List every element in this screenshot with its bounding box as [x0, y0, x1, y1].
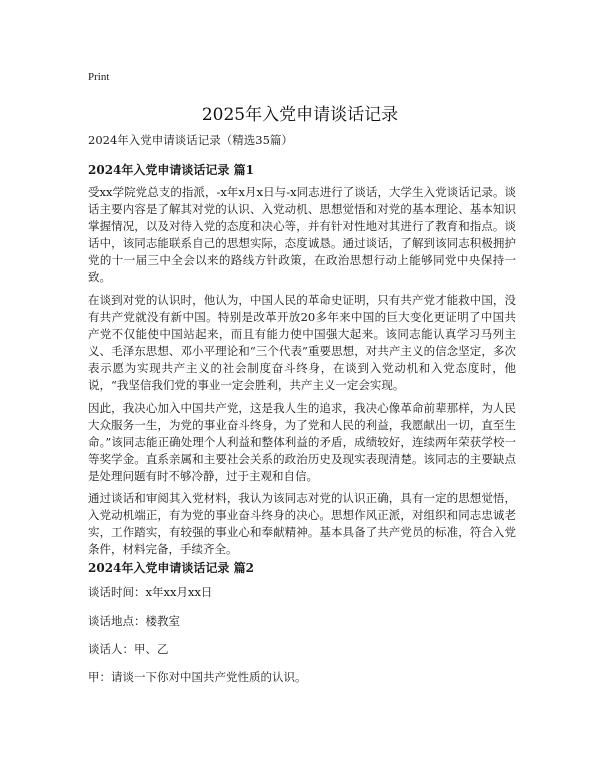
document-subtitle: 2024年入党申请谈话记录（精选35篇）: [88, 133, 293, 147]
paragraph-2: 在谈到对党的认识时，他认为，中国人民的革命史证明，只有共产党才能救中国，没有共产党就没有新中国。特别是改革开放20多年来中国的巨大变化更证明了中国共产党不仅能使中国站起来，而且有能力使中国强大起来。该同志能认真学习马列主义、毛泽东思想、邓小平理论和“三个代表”重要思想，对共产主义的信念坚定，多次表示愿为实现共产主义的社会制度奋斗终身，在谈到入党动机和入党态度时，他说，“我坚信我们党的事业一定会胜利，共产主义一定会实现。: [88, 293, 516, 392]
dialogue-line: 甲：请谈一下你对中国共产党性质的认识。: [88, 670, 307, 684]
interviewers: 谈话人：甲、乙: [88, 642, 169, 656]
page-title: 2025年入党申请谈话记录: [201, 105, 399, 125]
print-link[interactable]: Print: [88, 71, 110, 83]
section-heading-2: 2024年入党申请谈话记录 篇2: [88, 561, 254, 575]
section-heading-1: 2024年入党申请谈话记录 篇1: [88, 163, 254, 177]
interview-time: 谈话时间：x年xx月xx日: [88, 585, 213, 599]
paragraph-4: 通过谈话和审阅其入党材料，我认为该同志对党的认识正确，具有一定的思想觉悟，入党动机端正，有为党的事业奋斗终身的决心。思想作风正派，对组织和同志忠诚老实，工作踏实，有较强的事业心和奉献精神。基本具备了共产党员的标准，符合入党条件，材料完备，手续齐全。: [88, 491, 516, 556]
paragraph-3: 因此，我决心加入中国共产党，这是我人生的追求，我决心像革命前辈那样，为人民大众服务一生，为党的事业奋斗终身，为了党和人民的利益，我愿献出一切，直至生命。”该同志能正确处理个人利益和整体利益的矛盾，成绩较好，连续两年荣获学校一等奖学金。直系亲属和主要社会关系的政治历史及现实表现清楚。该同志的主要缺点是处理问题有时不够冷静，过于主观和自信。: [88, 401, 516, 483]
interview-location: 谈话地点：楼教室: [88, 614, 180, 628]
paragraph-1: 受xx学院党总支的指派，-x年x月x日与-x同志进行了谈话，大学生入党谈话记录。谈话主要内容是了解其对党的认识、入党动机、思想觉悟和对党的基本理论、基本知识掌握情况，以及对待入党的态度和决心等，并有针对性地对其进行了教育和指点。谈话中，该同志能联系自己的思想实际，态度诚恳。通过谈话，了解到该同志积极拥护党的十一届三中全会以来的路线方针政策，在政治思想行动上能够同党中央保持一致。: [88, 185, 516, 284]
